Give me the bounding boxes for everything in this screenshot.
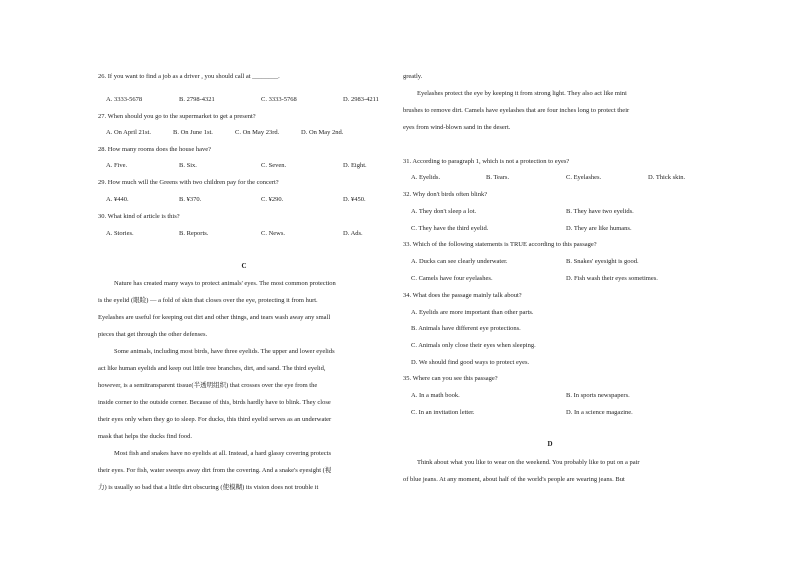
question-30: 30. What kind of article is this? — [98, 213, 180, 220]
q31-option-a: A. Eyelids. — [411, 174, 441, 181]
passage-c-line: greatly. — [403, 73, 423, 80]
q27-option-a: A. On April 21st. — [106, 129, 151, 136]
q31-option-b: B. Tears. — [486, 174, 510, 181]
q28-option-d: D. Eight. — [343, 162, 367, 169]
q34-option-b: B. Animals have different eye protections. — [411, 325, 521, 332]
q30-option-b: B. Reports. — [179, 230, 209, 237]
q35-option-d: D. In a science magazine. — [566, 409, 633, 416]
q33-option-a: A. Ducks can see clearly underwater. — [411, 258, 508, 265]
q34-option-d: D. We should find good ways to protect eyes. — [411, 359, 530, 366]
q28-option-c: C. Seven. — [261, 162, 287, 169]
section-c-title: C — [241, 262, 247, 270]
q35-option-a: A. In a math book. — [411, 392, 460, 399]
q26-option-b: B. 2798-4321 — [179, 96, 215, 103]
passage-c-line: Some animals, including most birds, have three eyelids. The upper and lower eyelids — [114, 348, 335, 355]
q34-option-a: A. Eyelids are more important than other parts. — [411, 309, 534, 316]
q26-option-c: C. 3333-5768 — [261, 96, 297, 103]
passage-c-line: Most fish and snakes have no eyelids at all. Instead, a hard glassy covering protects — [114, 450, 331, 457]
q30-option-c: C. News. — [261, 230, 286, 237]
q31-option-c: C. Eyelashes. — [566, 174, 602, 181]
q31-option-d: D. Thick skin. — [648, 174, 686, 181]
q32-option-d: D. They are like humans. — [566, 225, 632, 232]
passage-c-line: however, is a semitransparent tissue(半透明组织) that crosses over the eye from the — [98, 382, 318, 389]
q26-option-a: A. 3333-5678 — [106, 96, 143, 103]
passage-d-line: Think about what you like to wear on the weekend. You probably like to put on a pair — [417, 459, 640, 466]
passage-c-line: eyes from wind-blown sand in the desert. — [403, 124, 511, 131]
passage-c-line: their eyes only when they go to sleep. For ducks, this third eyelid serves as an underwater — [98, 416, 332, 423]
question-31: 31. According to paragraph 1, which is not a protection to eyes? — [403, 158, 570, 165]
q35-option-c: C. In an invitation letter. — [411, 409, 475, 416]
question-32: 32. Why don't birds often blink? — [403, 191, 488, 198]
q28-option-a: A. Five. — [106, 162, 128, 169]
q33-option-c: C. Camels have four eyelashes. — [411, 275, 493, 282]
section-d-title: D — [547, 440, 553, 448]
q29-option-c: C. ¥290. — [261, 196, 284, 203]
q32-option-b: B. They have two eyelids. — [566, 208, 634, 215]
question-26: 26. If you want to find a job as a driver , you should call at ________. — [98, 73, 280, 80]
passage-d-line: of blue jeans. At any moment, about half of the world's people are wearing jeans. But — [403, 476, 625, 483]
q28-option-b: B. Six. — [179, 162, 197, 169]
q26-option-d: D. 2983-4211 — [343, 96, 379, 103]
q33-option-b: B. Snakes' eyesight is good. — [566, 258, 639, 265]
passage-c-line: act like human eyelids and keep out little tree branches, dirt, and sand. The third eyelid, — [98, 365, 326, 372]
q33-option-d: D. Fish wash their eyes sometimes. — [566, 275, 658, 282]
q32-option-a: A. They don't sleep a lot. — [411, 208, 477, 215]
passage-c-line: their eyes. For fish, water sweeps away dirt from the covering. And a snake's eyesight (视 — [98, 467, 332, 474]
passage-c-line: brushes to remove dirt. Camels have eyelashes that are four inches long to protect their — [403, 107, 630, 114]
q35-option-b: B. In sports newspapers. — [566, 392, 630, 399]
passage-c-line: is the eyelid (眼睑) — a fold of skin that closes over the eye, protecting it from hurt. — [98, 297, 318, 304]
q30-option-a: A. Stories. — [106, 230, 134, 237]
question-27: 27. When should you go to the supermarket to get a present? — [98, 113, 256, 120]
passage-c-line: Eyelashes are useful for keeping out dirt and other things, and tears wash away any small — [98, 314, 331, 321]
question-33: 33. Which of the following statements is TRUE according to this passage? — [403, 241, 597, 248]
passage-c-line: Nature has created many ways to protect animals' eyes. The most common protection — [114, 280, 336, 287]
question-28: 28. How many rooms does the house have? — [98, 146, 212, 153]
passage-c-line: Eyelashes protect the eye by keeping it from strong light. They also act like mini — [417, 90, 627, 97]
q30-option-d: D. Ads. — [343, 230, 363, 237]
passage-c-line: inside corner to the outside corner. Because of this, birds hardly have to blink. They close — [98, 399, 331, 406]
q34-option-c: C. Animals only close their eyes when sleeping. — [411, 342, 536, 349]
q29-option-a: A. ¥440. — [106, 196, 129, 203]
question-35: 35. Where can you see this passage? — [403, 375, 498, 382]
q27-option-d: D. On May 2nd. — [301, 129, 344, 136]
question-29: 29. How much will the Greens with two children pay for the concert? — [98, 179, 279, 186]
q27-option-b: B. On June 1st. — [173, 129, 213, 136]
passage-c-line: mask that helps the ducks find food. — [98, 433, 193, 440]
passage-c-line: pieces that get through the other defenses. — [98, 331, 208, 338]
passage-c-line: 力) is usually so bad that a little dirt obscuring (使模糊) its vision does not trouble it — [98, 484, 319, 491]
q29-option-b: B. ¥370. — [179, 196, 202, 203]
question-34: 34. What does the passage mainly talk about? — [403, 292, 522, 299]
q27-option-c: C. On May 23rd. — [235, 129, 280, 136]
q32-option-c: C. They have the third eyelid. — [411, 225, 489, 232]
q29-option-d: D. ¥450. — [343, 196, 366, 203]
